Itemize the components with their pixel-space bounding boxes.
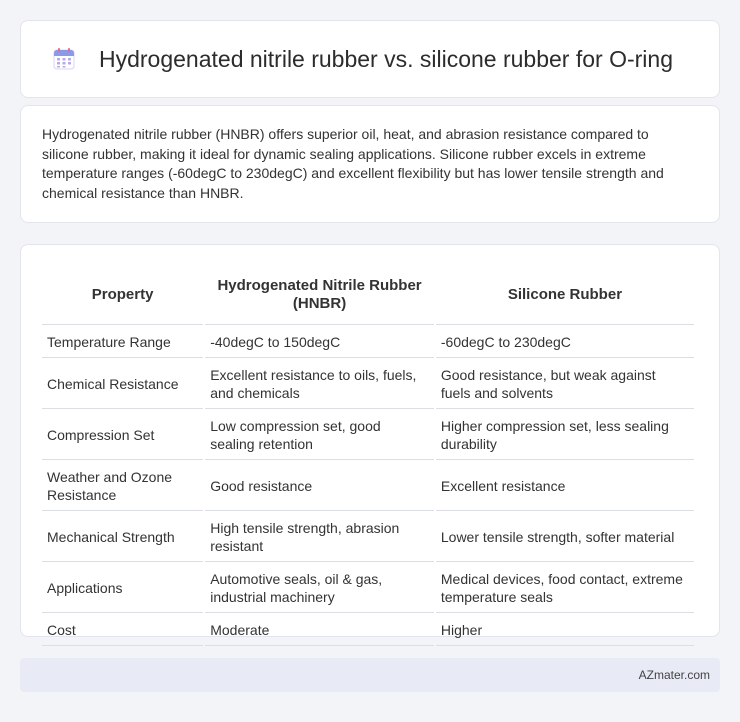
hnbr-cell: -40degC to 150degC <box>205 327 434 358</box>
hnbr-cell: Moderate <box>205 615 434 646</box>
silicone-cell: Good resistance, but weak against fuels and solvents <box>436 360 694 409</box>
summary-card <box>20 105 720 223</box>
calendar-icon <box>51 46 77 72</box>
column-header-silicone: Silicone Rubber <box>436 265 694 325</box>
silicone-cell: Excellent resistance <box>436 462 694 511</box>
silicone-cell: Higher <box>436 615 694 646</box>
property-cell: Mechanical Strength <box>42 513 203 562</box>
header-card <box>20 20 720 98</box>
column-header-hnbr: Hydrogenated Nitrile Rubber (HNBR) <box>205 265 434 325</box>
comparison-table <box>40 263 696 648</box>
table-row <box>42 564 694 613</box>
page-title: Hydrogenated nitrile rubber vs. silicone rubber for O-ring <box>99 45 673 72</box>
comparison-table-card <box>20 244 720 637</box>
source-label: AZmater.com <box>638 668 710 682</box>
property-cell: Chemical Resistance <box>42 360 203 409</box>
silicone-cell: Lower tensile strength, softer material <box>436 513 694 562</box>
table-header-row <box>42 265 694 325</box>
hnbr-cell: Automotive seals, oil & gas, industrial machinery <box>205 564 434 613</box>
table-row <box>42 462 694 511</box>
property-cell: Applications <box>42 564 203 613</box>
silicone-cell: -60degC to 230degC <box>436 327 694 358</box>
silicone-cell: Medical devices, food contact, extreme temperature seals <box>436 564 694 613</box>
property-cell: Temperature Range <box>42 327 203 358</box>
hnbr-cell: High tensile strength, abrasion resistant <box>205 513 434 562</box>
table-row <box>42 360 694 409</box>
table-row <box>42 327 694 358</box>
footer-bar <box>20 658 720 692</box>
hnbr-cell: Good resistance <box>205 462 434 511</box>
table-row <box>42 615 694 646</box>
column-header-property: Property <box>42 265 203 325</box>
hnbr-cell: Low compression set, good sealing retention <box>205 411 434 460</box>
silicone-cell: Higher compression set, less sealing durability <box>436 411 694 460</box>
table-row <box>42 513 694 562</box>
hnbr-cell: Excellent resistance to oils, fuels, and chemicals <box>205 360 434 409</box>
property-cell: Weather and Ozone Resistance <box>42 462 203 511</box>
summary-text: Hydrogenated nitrile rubber (HNBR) offers superior oil, heat, and abrasion resistance compared to silicone rubber, making it ideal for dynamic sealing applications. Silicone rubber excels in extreme temperature ranges (-60degC to 230degC) and excellent flexibility but has lower tensile strength and chemical resistance than HNBR. <box>42 126 664 201</box>
property-cell: Cost <box>42 615 203 646</box>
table-row <box>42 411 694 460</box>
property-cell: Compression Set <box>42 411 203 460</box>
